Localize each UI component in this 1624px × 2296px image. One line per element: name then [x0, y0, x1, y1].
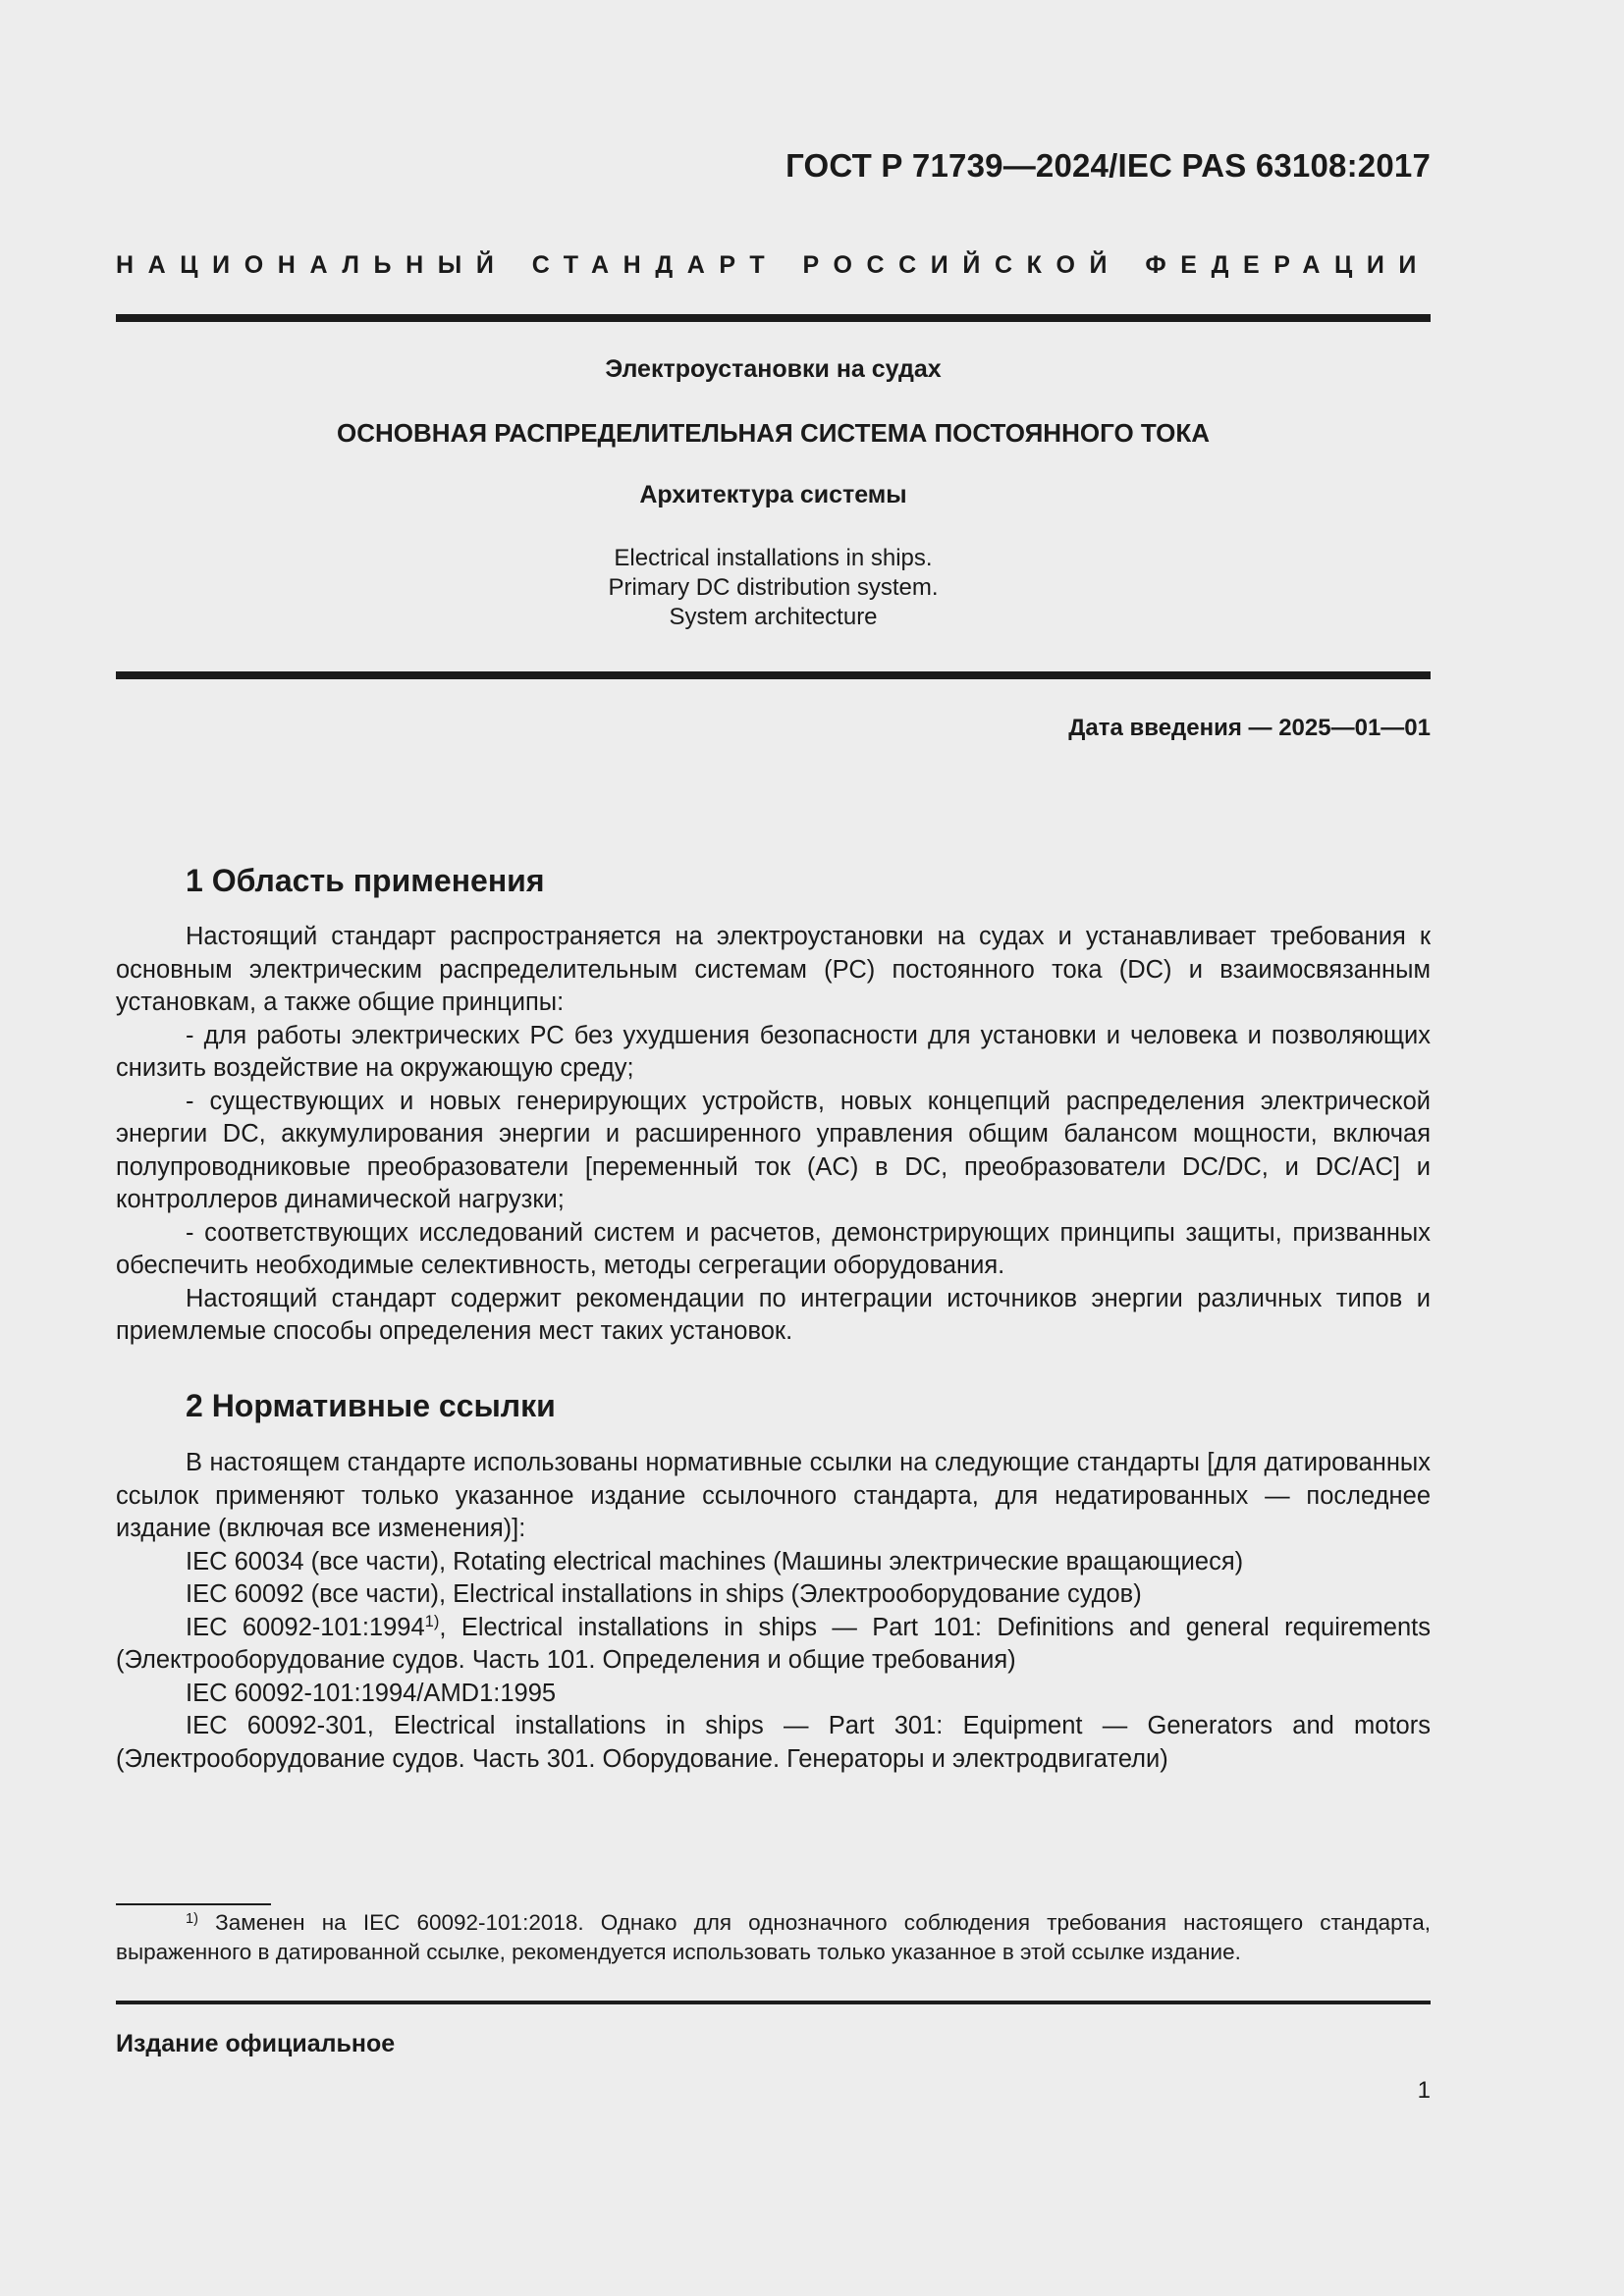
list-item: - существующих и новых генерирующих устройств, новых концепций распределения электрической энергии DC, аккумулирования энергии и расширенного управления общим балансом мощности, включая полупроводниковые преобразователи [переменный ток (AC) в DC, преобразователи DC/DC, и DC/AC] и контроллеров динамической нагрузки;: [116, 1087, 1431, 1213]
en-title-line: System architecture: [669, 604, 878, 630]
reference-item: IEC 60092-301, Electrical installations in ships — Part 301: Equipment — Generators and motors (Электрооборудование судов. Часть 301. Оборудование. Генераторы и электродвигатели): [116, 1712, 1431, 1773]
section-2-body: [116, 1447, 1431, 1776]
reference-item: IEC 60092-101:1994/AMD1:1995: [186, 1679, 557, 1707]
footer-divider: [116, 2001, 1431, 2004]
reference-item: IEC 60092 (все части), Electrical installations in ships (Электрооборудование судов): [186, 1580, 1142, 1608]
reference-item: IEC 60034 (все части), Rotating electrical machines (Машины электрические вращающиеся): [186, 1547, 1244, 1575]
ru-title-main: ОСНОВНАЯ РАСПРЕДЕЛИТЕЛЬНАЯ СИСТЕМА ПОСТОЯННОГО ТОКА: [336, 418, 1211, 448]
en-title-line: Primary DC distribution system.: [608, 574, 939, 601]
reference-item: [116, 1612, 1431, 1678]
section-2-heading: 2 Нормативные ссылки: [186, 1388, 556, 1423]
ru-title-sub: Архитектура системы: [639, 481, 907, 508]
section-1-body: [116, 921, 1431, 1349]
list-item: - соответствующих исследований систем и расчетов, демонстрирующих принципы защиты, призванных обеспечить необходимые селективность, методы сегрегации оборудования.: [116, 1218, 1431, 1279]
official-edition-label: Издание официальное: [116, 2030, 396, 2057]
header-divider: [116, 314, 1431, 322]
introduction-date: Дата введения — 2025—01—01: [1068, 715, 1431, 741]
page-number: 1: [1417, 2077, 1431, 2104]
paragraph: В настоящем стандарте использованы нормативные ссылки на следующие стандарты [для датированных ссылок применяют только указанное издание ссылочного стандарта, для недатированных — последнее издание (включая все изменения)]:: [116, 1449, 1431, 1542]
list-item: - для работы электрических РС без ухудшения безопасности для установки и человека и позволяющих снизить воздействие на окружающую среду;: [116, 1021, 1431, 1082]
ru-title-category: Электроустановки на судах: [605, 355, 942, 383]
footnote-marker: 1): [186, 1910, 198, 1927]
reference-code: IEC 60092-101:1994: [186, 1613, 425, 1641]
section-1-heading: 1 Область применения: [186, 863, 545, 898]
footnote-divider: [116, 1903, 271, 1905]
national-standard-banner: НАЦИОНАЛЬНЫЙ СТАНДАРТ РОССИЙСКОЙ ФЕДЕРАЦИИ: [116, 251, 1431, 279]
paragraph: Настоящий стандарт распространяется на электроустановки на судах и устанавливает требования к основным электрическим распределительным системам (РС) постоянного тока (DC) и взаимосвязанным установкам, а также общие принципы:: [116, 923, 1431, 1016]
en-title-line: Electrical installations in ships.: [614, 545, 933, 571]
reference-text: , Electrical installations in ships — Part 101: Definitions and general requirements (Электрооборудование судов. Часть 101. Определения и общие требования): [116, 1613, 1431, 1674]
paragraph: Настоящий стандарт содержит рекомендации по интеграции источников энергии различных типов и приемлемые способы определения мест таких установок.: [116, 1284, 1431, 1345]
title-divider: [116, 671, 1431, 679]
document-code: ГОСТ Р 71739—2024/IEC PAS 63108:2017: [785, 147, 1431, 184]
en-title: [116, 544, 1431, 632]
footnote: [116, 1908, 1431, 1967]
footnote-text: Заменен на IEC 60092-101:2018. Однако для однозначного соблюдения требования настоящего стандарта, выраженного в датированной ссылке, рекомендуется использовать только указанное в этой ссылке издание.: [116, 1910, 1431, 1964]
footnote-marker: 1): [424, 1612, 440, 1631]
